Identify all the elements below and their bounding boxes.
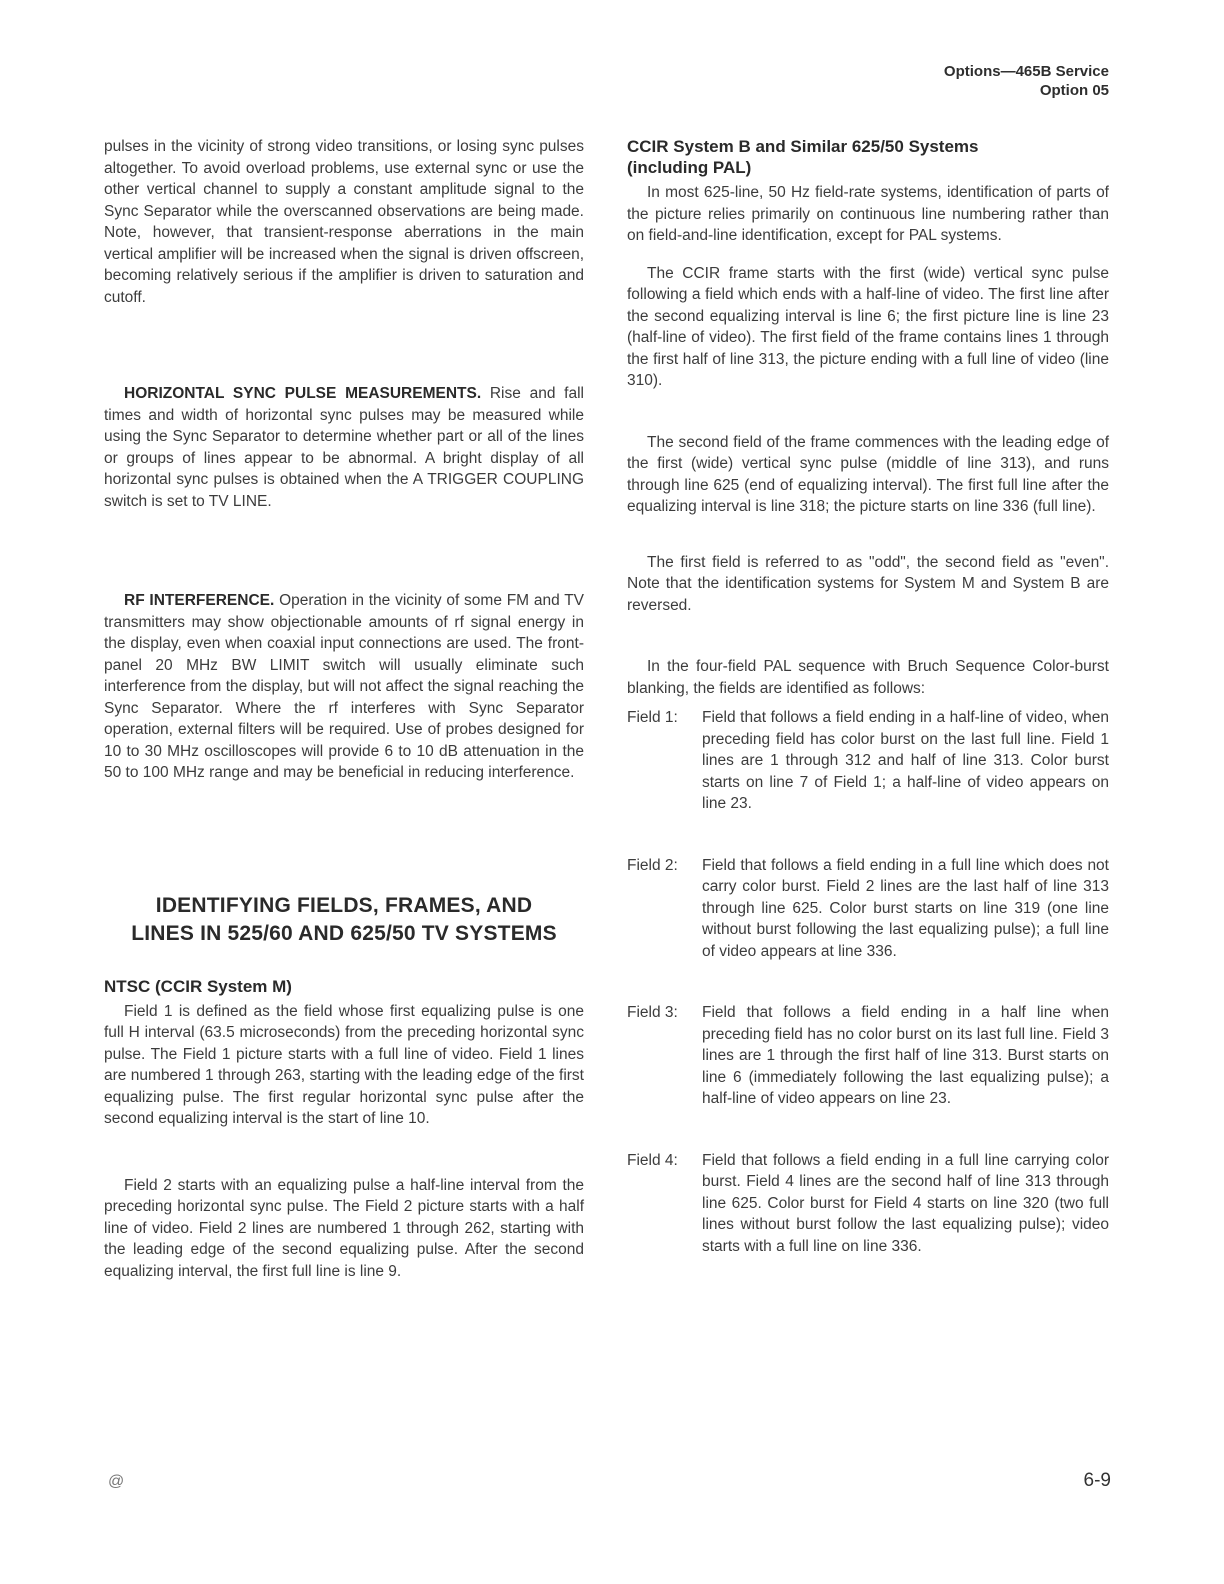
section-title [104, 892, 584, 948]
section-title-line-2: LINES IN 525/60 AND 625/50 TV SYSTEMS [131, 921, 557, 945]
footer-mark: @ [108, 1473, 125, 1490]
field-definition-2 [627, 855, 1109, 963]
field-definition-4 [627, 1150, 1109, 1258]
right-column [627, 136, 1109, 1257]
field-text-3: Field that follows a field ending in a half line when preceding field has no color burst on its last full line. Field 3 lines are 1 through the first half of line 313. Burst starts on line 6 (immediately following the last equalizing pulse); a half-line of video appears on line 23. [702, 1004, 1109, 1107]
paragraph-ntsc-field1: Field 1 is defined as the field whose first equalizing pulse is one full H interval (63.5 microseconds) from the preceding horizontal sync pulse. The Field 1 picture starts with a full line of video. Field 1 lines are numbered 1 through 263, starting with the leading edge of the first equalizing pulse. The first regular horizontal sync pulse after the second equalizing interval is the start of line 10. [104, 1002, 584, 1127]
field-label-1: Field 1: [627, 709, 678, 726]
hsync-text: Rise and fall times and width of horizontal sync pulses may be measured while using the Sync Separator to determine whether part or all of the lines or groups of lines appear to be abnormal. A bright display of all horizontal sync pulses is obtained when the A TRIGGER COUPLING switch is set to TV LINE. [104, 385, 584, 510]
ccir-heading-line-1: CCIR System B and Similar 625/50 Systems [627, 137, 979, 156]
run-in-heading-hsync: HORIZONTAL SYNC PULSE MEASUREMENTS. [124, 385, 482, 402]
rf-text: Operation in the vicinity of some FM and TV transmitters may show objectionable amounts of rf signal energy in the display, even when coaxial input connections are used. The front-panel 20 MHz BW LIMIT switch will usually eliminate such interference from the display, but will not affect the signal reaching the Sync Separator. Where the rf interferes with Sync Separator operation, external filters will be required. Use of probes designed for 10 to 30 MHz oscilloscopes will provide 6 to 10 dB attenuation in the 50 to 100 MHz range and may be beneficial in reducing interference. [104, 592, 585, 781]
paragraph-ccir-intro: In most 625-line, 50 Hz field-rate systems, identification of parts of the picture relies primarily on continuous line numbering rather than on field-and-line identification, except for PAL systems. [627, 184, 1109, 244]
ccir-heading-line-2: (including PAL) [627, 158, 752, 177]
header-subtitle: Option 05 [1039, 82, 1109, 99]
field-definition-3 [627, 1002, 1109, 1110]
paragraph-ntsc-field2: Field 2 starts with an equalizing pulse a half-line interval from the preceding horizontal sync pulse. The Field 2 picture starts with a half line of video. Field 2 lines are numbered 1 through 262, starting with the leading edge of the second equalizing pulse. After the second equalizing interval, the first full line is line 9. [104, 1176, 584, 1280]
field-text-4: Field that follows a field ending in a full line carrying color burst. Field 4 lines are the second half of line 313 through line 625. Color burst for Field 4 starts on line 320 (two full lines without burst follow the last equalizing pulse); video starts with a full line on line 336. [702, 1151, 1109, 1255]
paragraph-ccir-odd-even: The first field is referred to as "odd", the second field as "even". Note that the identification systems for System M and System B are reversed. [627, 553, 1109, 614]
section-title-line-1: IDENTIFYING FIELDS, FRAMES, AND [155, 893, 533, 917]
run-in-heading-rf: RF INTERFERENCE. [124, 592, 275, 609]
page-number: 6-9 [1083, 1470, 1111, 1491]
paragraph-ccir-frame: The CCIR frame starts with the first (wide) vertical sync pulse following a field which ends with a half-line of video. The first line after the second equalizing interval is line 6; the first picture line is line 23 (half-line of video). The first field of the frame contains lines 1 through the first half of line 313, the picture ending with a full line of video (line 310). [627, 264, 1109, 389]
field-text-2: Field that follows a field ending in a full line which does not carry color burst. Field 2 lines are the last half of line 313 through line 625. Color burst starts on line 319 (one line without burst following the last equalizing pulse); a full line of video appears at line 336. [702, 856, 1109, 960]
field-label-3: Field 3: [627, 1004, 678, 1021]
paragraph-overscan: pulses in the vicinity of strong video transitions, or losing sync pulses altogether. To avoid overload problems, use external sync or use the other vertical channel to supply a constant amplitude signal to the Sync Separator while the overscanned observations are being made. Note, however, that transient-response aberrations in the main vertical amplifier will be increased when the signal is driven offscreen, becoming relatively serious if the amplifier is driven to saturation and cutoff. [104, 138, 584, 306]
left-column [104, 136, 584, 1282]
paragraph-pal-intro: In the four-field PAL sequence with Bruch Sequence Color-burst blanking, the fields are identified as follows: [627, 658, 1109, 697]
paragraph-ccir-second-field: The second field of the frame commences with the leading edge of the first (wide) vertical sync pulse (middle of line 313), and runs through line 625 (end of equalizing interval). The first full line after the equalizing interval is line 318; the picture starts on line 336 (full line). [627, 433, 1109, 515]
field-text-1: Field that follows a field ending in a half-line of video, when preceding field has color burst on the last full line. Field 1 lines are 1 through 312 and half of line 313. Color burst starts on line 7 of Field 1; a half-line of video appears on line 23. [702, 709, 1109, 812]
field-label-4: Field 4: [627, 1151, 678, 1169]
paragraph-horizontal-sync [104, 383, 584, 512]
field-label-2: Field 2: [627, 856, 678, 874]
paragraph-rf-interference [104, 590, 584, 784]
header-title: Options—465B Service [943, 63, 1109, 80]
ntsc-heading: NTSC (CCIR System M) [104, 976, 292, 996]
field-definition-1 [627, 707, 1109, 815]
running-header [944, 62, 1109, 100]
